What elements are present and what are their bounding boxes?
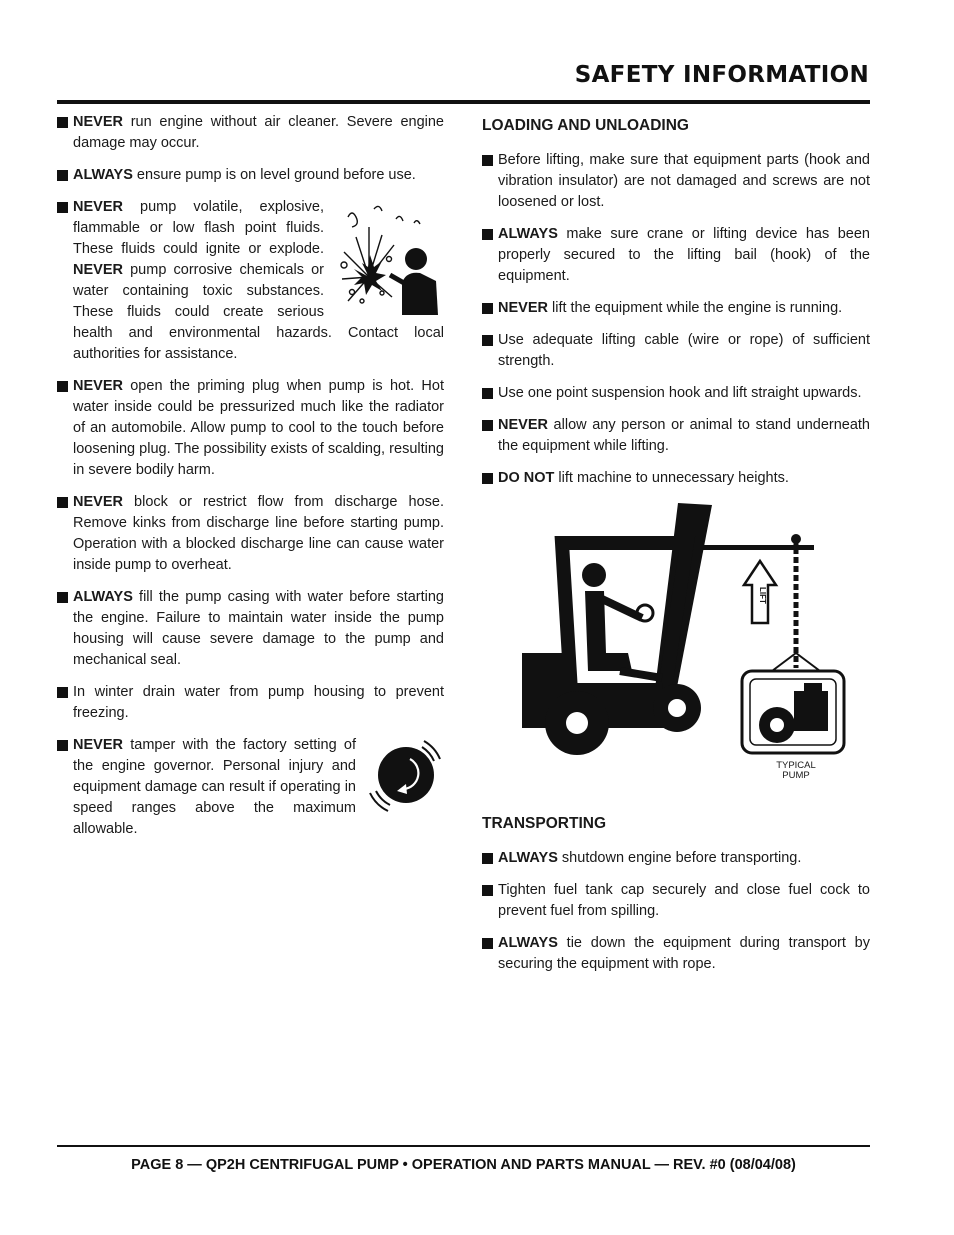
item-text: lift the equipment while the engine is running. — [547, 300, 843, 316]
item-keyword: ALWAYS — [498, 850, 558, 866]
bullet-square-icon — [57, 740, 68, 751]
item-text: Use adequate lifting cable (wire or rope) of sufficient strength. — [498, 332, 870, 369]
safety-item — [57, 492, 444, 576]
safety-item — [57, 682, 444, 724]
bullet-square-icon — [57, 202, 68, 213]
item-keyword: ALWAYS — [498, 935, 558, 951]
right-column — [482, 112, 870, 986]
item-text: make sure crane or lifting device has been properly secured to the lifting bail (hook) of the equipment. — [498, 226, 870, 284]
loading-item — [482, 298, 870, 319]
safety-item — [57, 735, 444, 840]
bullet-square-icon — [57, 592, 68, 603]
item-text: fill the pump casing with water before starting the engine. Failure to maintain water inside the pump housing will cause severe damage to the pump and mechanical seal. — [73, 589, 444, 668]
item-keyword: NEVER — [73, 378, 123, 394]
governor-dial-icon — [366, 735, 444, 817]
item-keyword: ALWAYS — [498, 226, 558, 242]
item-keyword: NEVER — [498, 417, 548, 433]
bullet-square-icon — [482, 155, 493, 166]
item-text: ensure pump is on level ground before use. — [132, 167, 416, 183]
item-text: pump volatile, explosive, flammable or low flash point fluids. These fluids could ignite or explode. — [73, 199, 324, 257]
bullet-square-icon — [482, 473, 493, 484]
item-text: tie down the equipment during transport by securing the equipment with rope. — [498, 935, 870, 972]
loading-item — [482, 383, 870, 404]
loading-item — [482, 224, 870, 287]
explosion-hazard-icon — [334, 197, 444, 322]
bullet-square-icon — [482, 303, 493, 314]
item-text: shutdown engine before transporting. — [557, 850, 802, 866]
loading-item — [482, 150, 870, 213]
bullet-square-icon — [482, 229, 493, 240]
item-keyword: ALWAYS — [73, 589, 133, 605]
loading-item — [482, 468, 870, 489]
pump-label — [766, 761, 826, 781]
page-title: SAFETY INFORMATION — [574, 62, 869, 88]
bullet-square-icon — [482, 335, 493, 346]
item-text: lift machine to unnecessary heights. — [554, 470, 789, 486]
item-text: tamper with the factory setting of the engine governor. Personal injury and equipment damage can result if operating in speed ranges above the maximum allowable. — [73, 737, 356, 837]
item-text: block or restrict flow from discharge hose. Remove kinks from discharge line before starting pump. Operation with a blocked discharge line can cause water inside pump to overheat. — [73, 494, 444, 573]
bullet-square-icon — [57, 687, 68, 698]
bullet-square-icon — [482, 853, 493, 864]
item-text: Use one point suspension hook and lift straight upwards. — [498, 385, 862, 401]
transport-section-title: TRANSPORTING — [482, 815, 606, 832]
bullet-square-icon — [482, 388, 493, 399]
bullet-square-icon — [57, 117, 68, 128]
safety-item — [57, 587, 444, 671]
item-text: Before lifting, make sure that equipment parts (hook and vibration insulator) are not damaged and screws are not loosened or lost. — [498, 152, 870, 210]
transport-item — [482, 933, 870, 975]
item-text: pump corrosive chemicals or water containing toxic substances. These fluids could create serious health and environmental hazards. Contact local authorities for assistance. — [73, 262, 444, 362]
bullet-square-icon — [57, 170, 68, 181]
item-keyword: NEVER — [73, 737, 123, 753]
item-keyword: DO NOT — [498, 470, 555, 486]
item-keyword: NEVER — [73, 114, 123, 130]
item-keyword: NEVER — [73, 199, 123, 215]
item-text: Tighten fuel tank cap securely and close fuel cock to prevent fuel from spilling. — [498, 882, 870, 919]
header-rule — [57, 100, 870, 104]
item-text: run engine without air cleaner. Severe engine damage may occur. — [73, 114, 444, 151]
safety-item — [57, 165, 444, 186]
loading-item — [482, 330, 870, 372]
safety-item — [57, 376, 444, 481]
item-text: open the priming plug when pump is hot. Hot water inside could be pressurized much like the radiator of an automobile. Allow pump to cool to the touch before loosening plug. The possibility exists of scalding, resulting in severe bodily harm. — [73, 378, 444, 478]
bullet-square-icon — [57, 497, 68, 508]
item-keyword: ALWAYS — [73, 167, 133, 183]
safety-item — [57, 197, 444, 365]
loading-section-title: LOADING AND UNLOADING — [482, 117, 689, 134]
forklift-lifting-pump-illustration — [482, 503, 870, 803]
item-keyword: NEVER — [73, 494, 123, 510]
pump-label-line2: PUMP — [782, 770, 810, 781]
transport-item — [482, 848, 870, 869]
bullet-square-icon — [57, 381, 68, 392]
safety-item — [57, 112, 444, 154]
transport-item — [482, 880, 870, 922]
item-text: In winter drain water from pump housing to prevent freezing. — [73, 684, 444, 721]
item-keyword: NEVER — [498, 300, 548, 316]
bullet-square-icon — [482, 938, 493, 949]
footer-rule — [57, 1145, 870, 1147]
forklift-figure — [482, 503, 870, 803]
pump-label-line1: TYPICAL — [776, 760, 816, 771]
bullet-square-icon — [482, 420, 493, 431]
page-footer: PAGE 8 — QP2H CENTRIFUGAL PUMP • OPERATION AND PARTS MANUAL — REV. #0 (08/04/08) — [131, 1157, 796, 1173]
lift-arrow-label: LIFT — [758, 587, 767, 604]
item-text: allow any person or animal to stand underneath the equipment while lifting. — [498, 417, 870, 454]
item-keyword: NEVER — [73, 262, 123, 278]
left-column — [57, 112, 444, 851]
bullet-square-icon — [482, 885, 493, 896]
loading-item — [482, 415, 870, 457]
